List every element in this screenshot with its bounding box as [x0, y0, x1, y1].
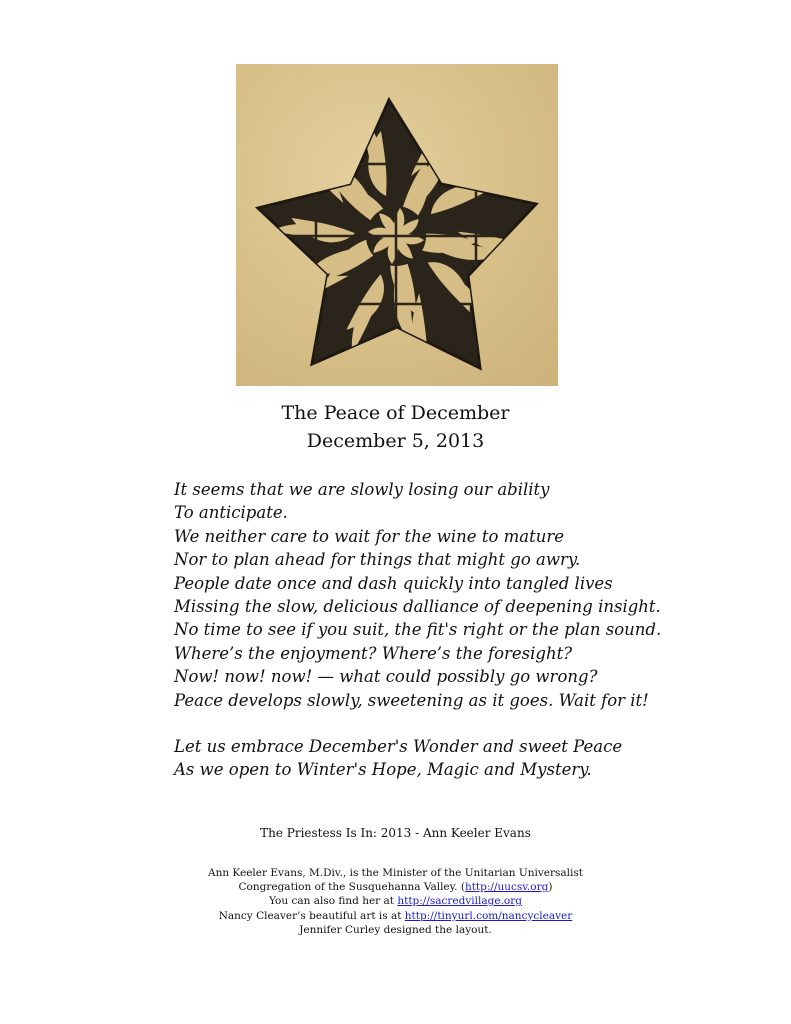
uucsv-link[interactable]: http://uucsv.org: [464, 881, 549, 894]
sacredvillage-link[interactable]: http://sacredvillage.org: [397, 895, 522, 908]
poem-line: Now! now! now! — what could possibly go wrong?: [174, 667, 598, 687]
credits-line-layout: Jennifer Curley designed the layout.: [299, 923, 492, 936]
credits-line-art: Nancy Cleaver’s beautiful art is at http://tinyurl.com/nancycleaver: [218, 909, 573, 922]
poem-line: We neither care to wait for the wine to mature: [174, 526, 565, 546]
stanza-gap: [174, 712, 774, 735]
artwork-panel: [236, 64, 558, 386]
poem-line: Let us embrace December's Wonder and sweet Peace: [174, 737, 623, 757]
poem: [174, 478, 774, 782]
credits-line-congregation: Congregation of the Susquehanna Valley. (http://uucsv.org): [238, 881, 553, 894]
credits-line-minister: Ann Keeler Evans, M.Div., is the Minister of the Unitarian Universalist: [207, 867, 583, 879]
poem-line: It seems that we are slowly losing our ability: [174, 480, 550, 499]
poem-line: People date once and dash quickly into tangled lives: [174, 573, 613, 593]
poem-line: As we open to Winter's Hope, Magic and Mystery.: [174, 760, 592, 780]
signature: The Priestess Is In: 2013 - Ann Keeler Evans: [260, 826, 531, 840]
poem-line: Nor to plan ahead for things that might go awry.: [174, 550, 581, 570]
page-title: The Peace of December: [281, 402, 510, 424]
poem-line: Missing the slow, delicious dalliance of deepening insight.: [174, 597, 661, 617]
poem-line: No time to see if you suit, the fit's right or the plan sound.: [174, 620, 662, 640]
credits-line-sacredvillage: You can also find her at http://sacredvillage.org: [269, 895, 522, 908]
star-mandala-icon: [236, 64, 558, 386]
nancycleaver-link[interactable]: http://tinyurl.com/nancycleaver: [404, 909, 573, 922]
poem-line: Peace develops slowly, sweetening as it goes. Wait for it!: [174, 690, 649, 710]
credits: [0, 866, 791, 937]
poem-line: Where’s the enjoyment? Where’s the foresight?: [174, 643, 573, 663]
page-date: December 5, 2013: [306, 430, 485, 452]
poem-line: To anticipate.: [174, 503, 288, 523]
